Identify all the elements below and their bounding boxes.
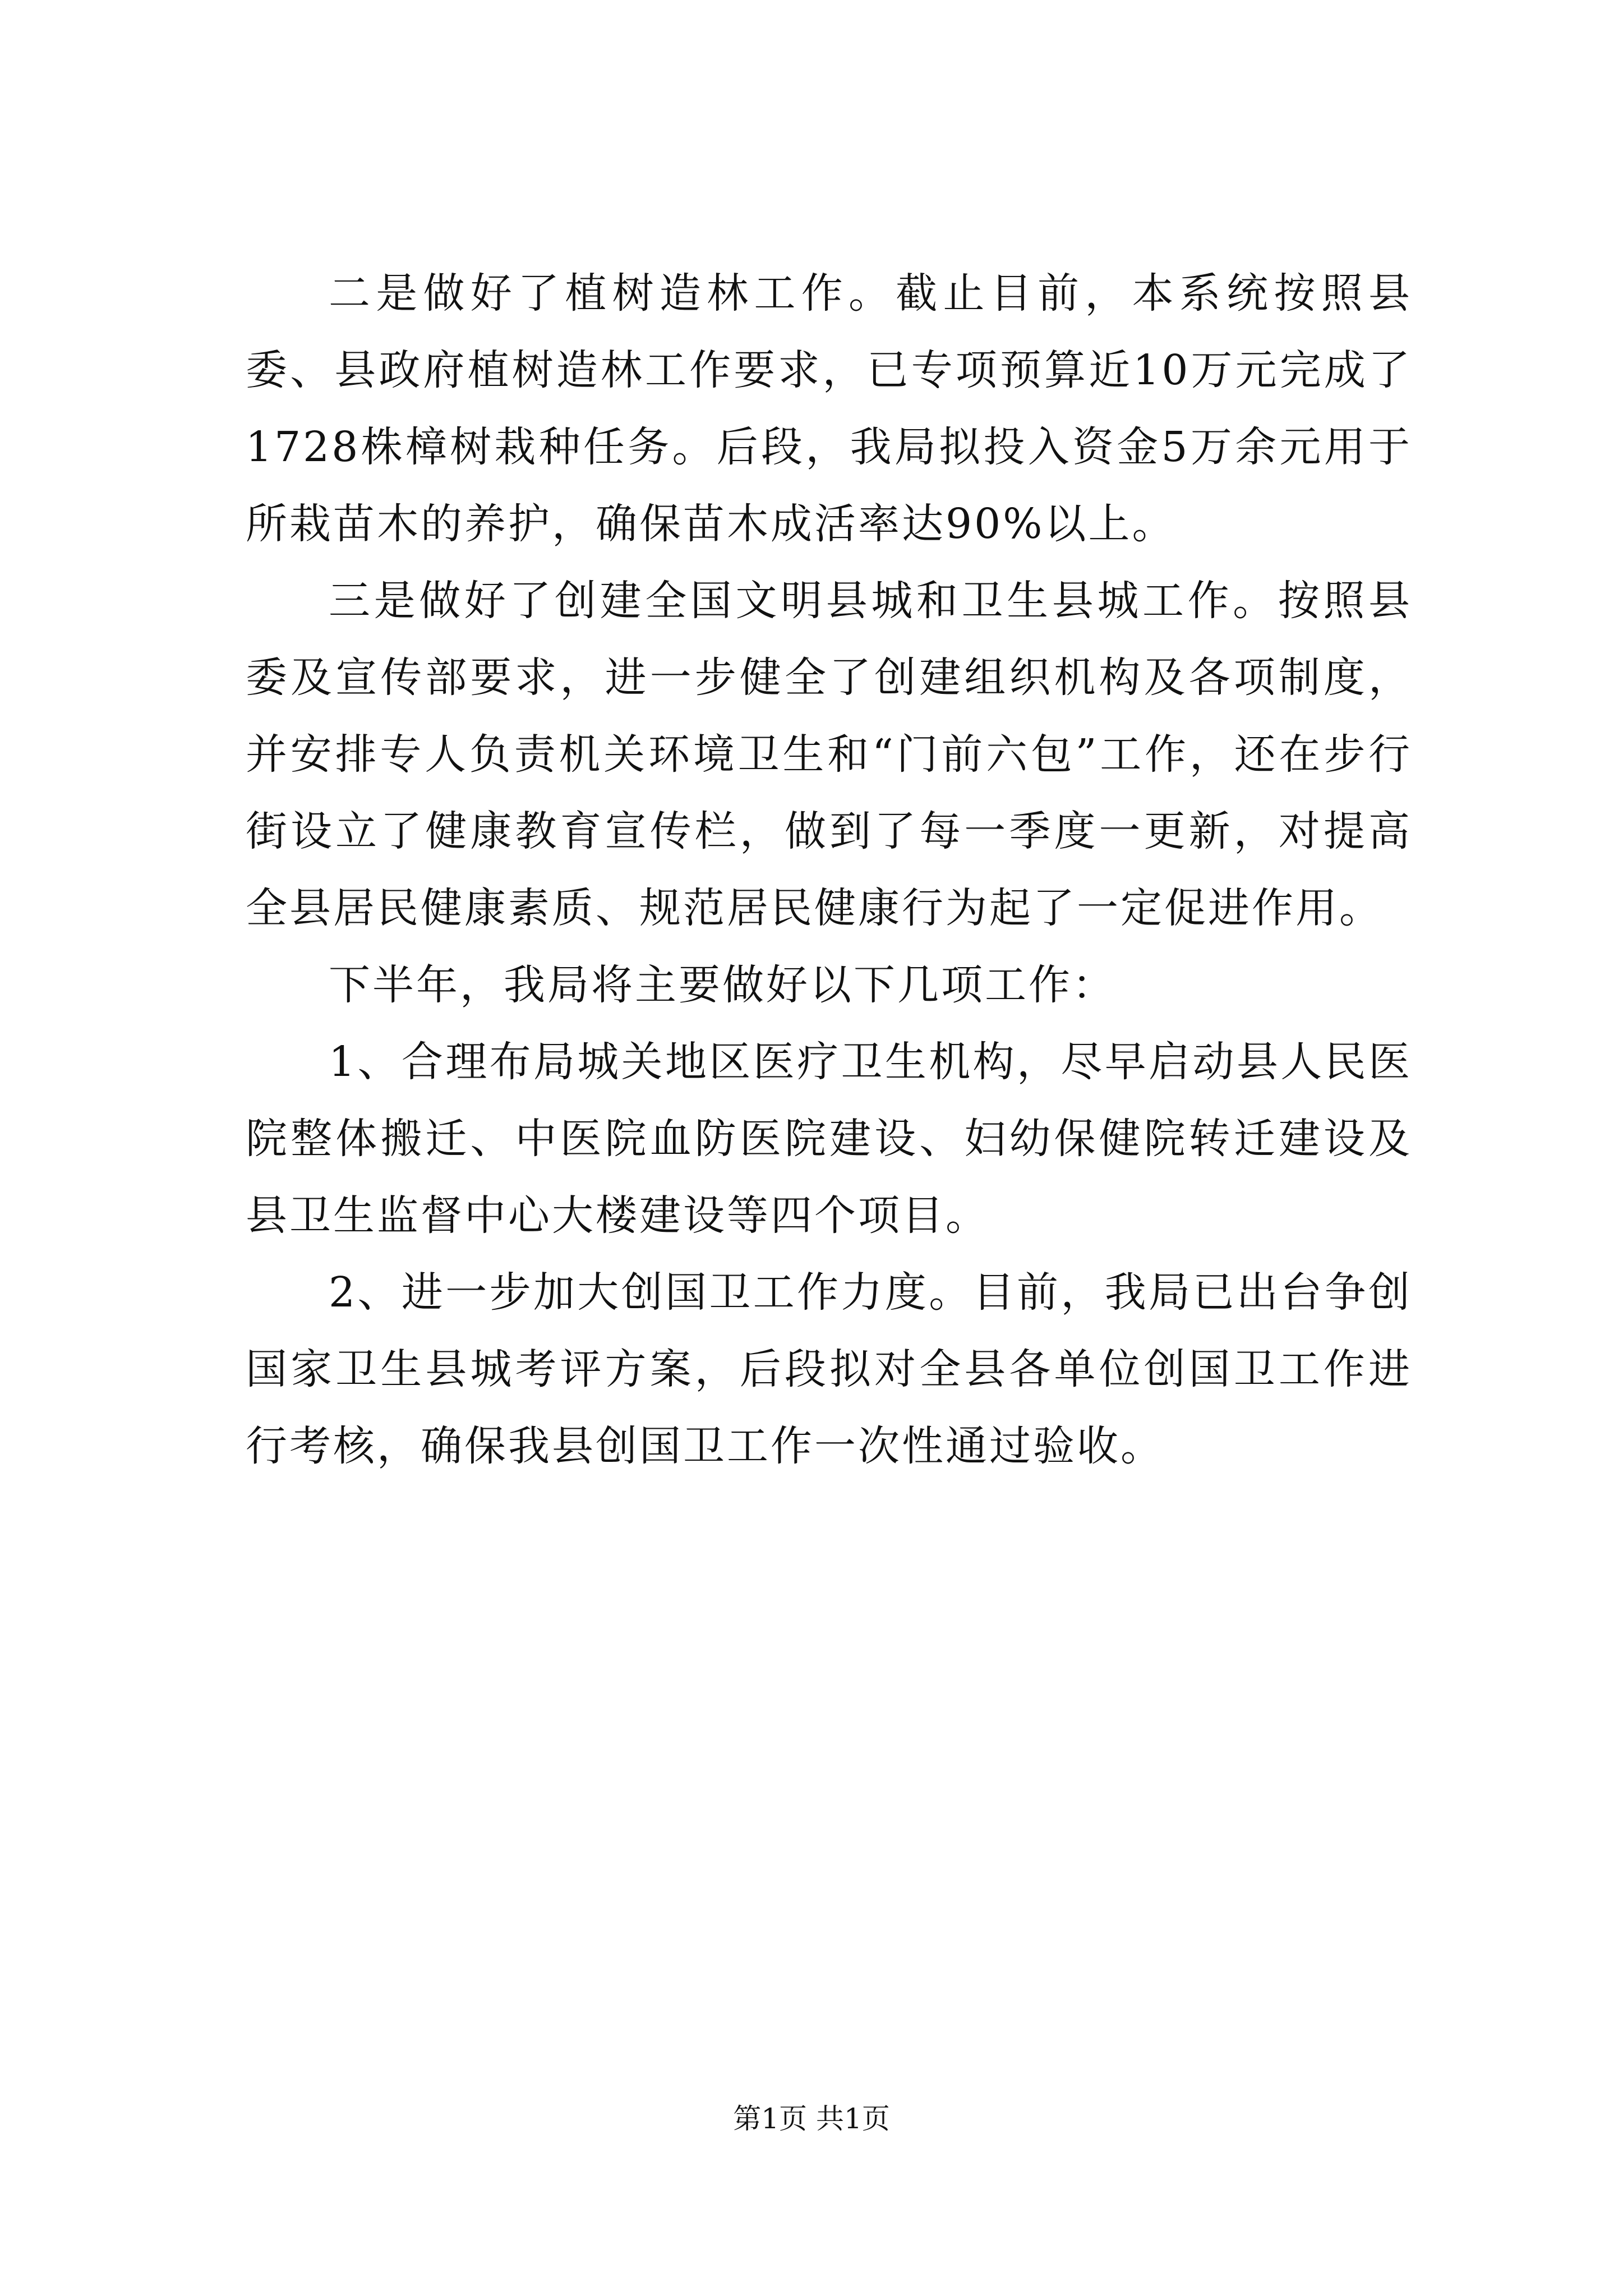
page-number-footer: 第1页 共1页 bbox=[733, 2102, 890, 2135]
paragraph-item-2: 2、进一步加大创国卫工作力度。目前，我局已出台争创国家卫生县城考评方案，后段拟对全县各单位创国卫工作进行考核，确保我县创国卫工作一次性通过验收。 bbox=[246, 1268, 1412, 1470]
paragraph-tree-planting: 二是做好了植树造林工作。截止目前，本系统按照县委、县政府植树造林工作要求，已专项预算近10万元完成了1728株樟树栽种任务。后段，我局拟投入资金5万余元用于所栽苗木的养护，确保苗木成活率达90%以上。 bbox=[246, 269, 1412, 548]
paragraph-second-half-intro: 下半年，我局将主要做好以下几项工作： bbox=[329, 961, 1116, 1009]
paragraph-civilized-county: 三是做好了创建全国文明县城和卫生县城工作。按照县委及宣传部要求，进一步健全了创建组织机构及各项制度，并安排专人负责机关环境卫生和“门前六包”工作，还在步行街设立了健康教育宣传栏，做到了每一季度一更新，对提高全县居民健康素质、规范居民健康行为起了一定促进作用。 bbox=[246, 577, 1412, 932]
document-body bbox=[246, 255, 1412, 1485]
paragraph-item-1: 1、合理布局城关地区医疗卫生机构，尽早启动县人民医院整体搬迁、中医院血防医院建设、妇幼保健院转迁建设及县卫生监督中心大楼建设等四个项目。 bbox=[246, 1038, 1412, 1240]
